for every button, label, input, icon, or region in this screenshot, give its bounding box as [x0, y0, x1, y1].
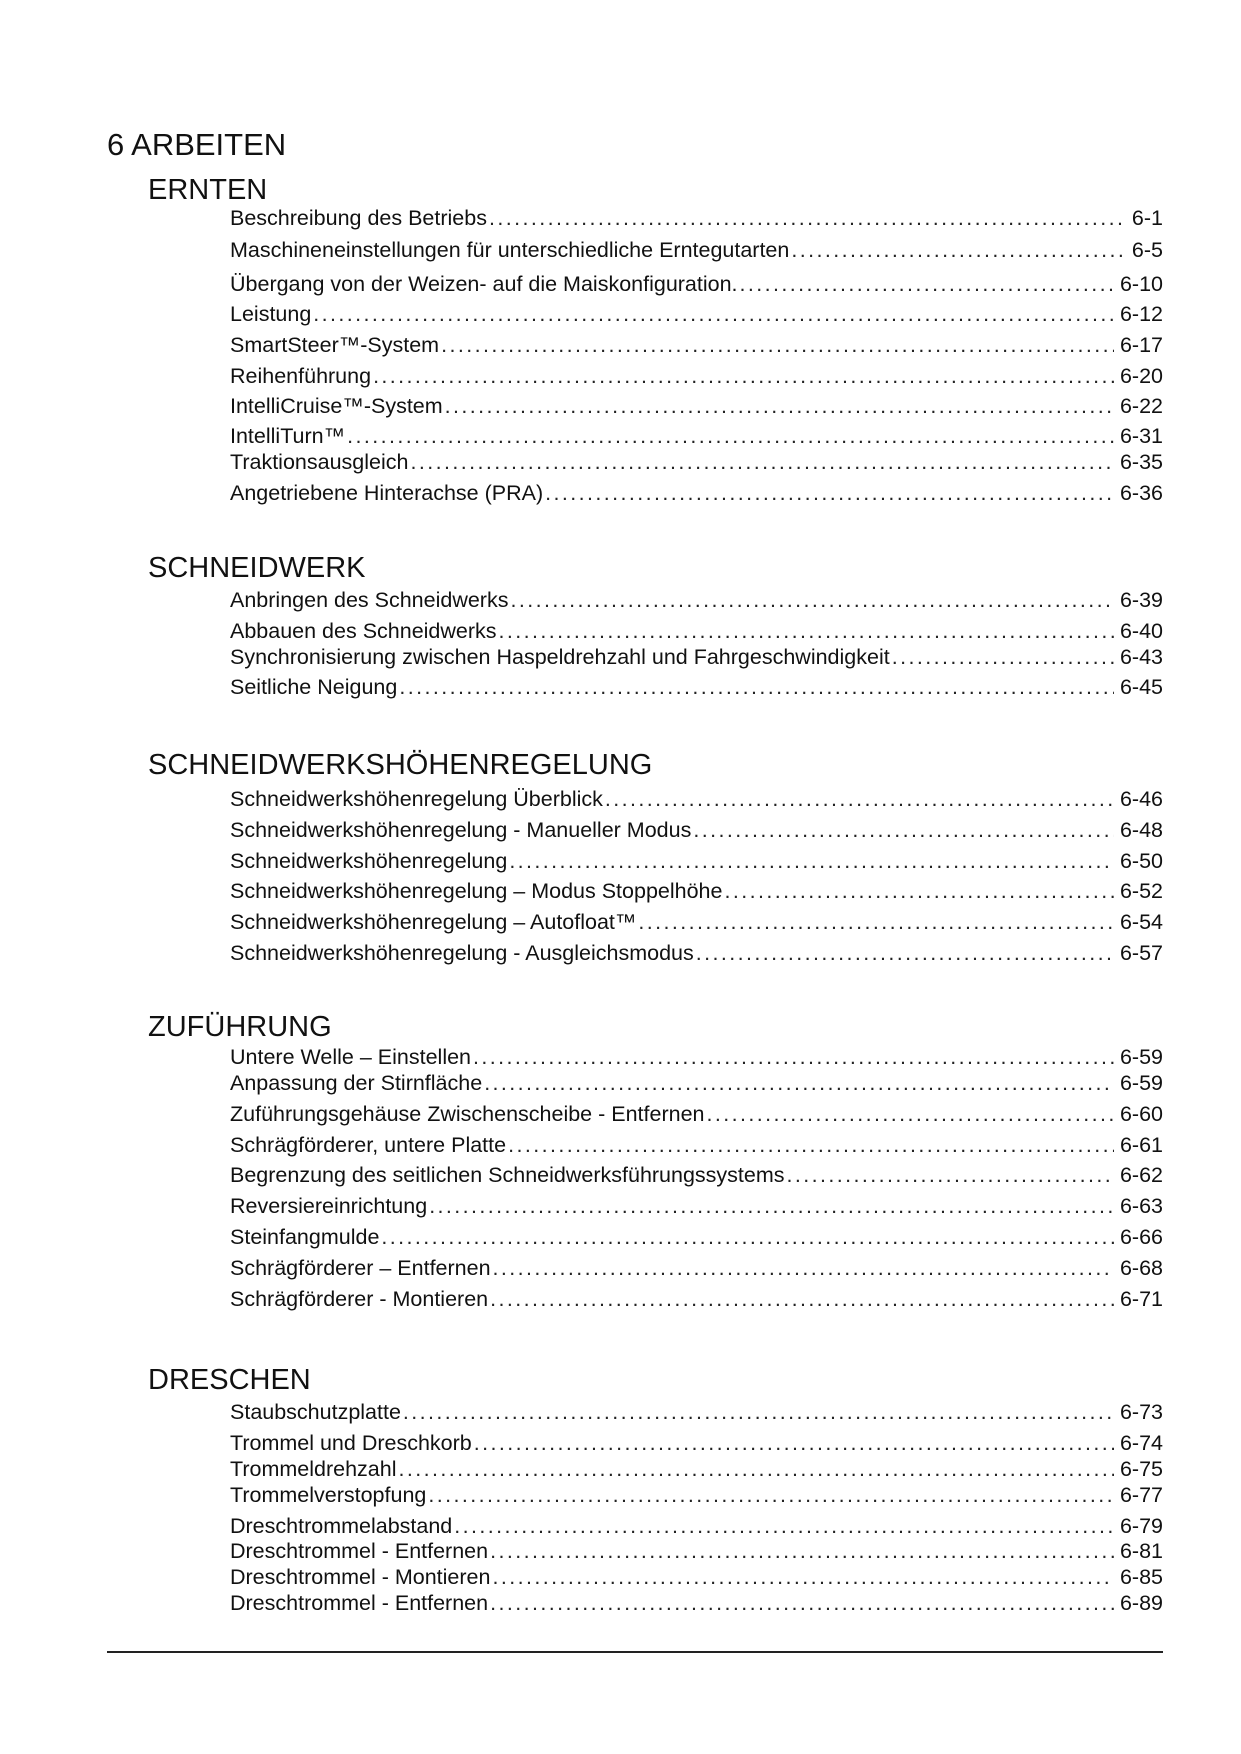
toc-entry[interactable]: [230, 1398, 1163, 1426]
toc-entry-page: 6-79: [1119, 1514, 1163, 1538]
toc-entry-page: 6-59: [1119, 1071, 1163, 1095]
toc-entry[interactable]: [230, 586, 1163, 614]
toc-entry-page: 6-12: [1119, 302, 1163, 326]
toc-entry-page: 6-74: [1119, 1431, 1163, 1455]
toc-entry-title: Abbauen des Schneidwerks: [230, 619, 497, 643]
toc-entry-title: Schneidwerkshöhenregelung: [230, 849, 508, 873]
dot-leader: [381, 1223, 1114, 1251]
toc-entry[interactable]: [230, 1563, 1163, 1591]
dot-leader: [510, 586, 1113, 614]
toc-entry-title: Reversiereinrichtung: [230, 1194, 428, 1218]
section-title: ZUFÜHRUNG: [148, 1011, 332, 1043]
toc-entry[interactable]: [230, 392, 1163, 420]
toc-entry-title: Schrägförderer - Montieren: [230, 1287, 489, 1311]
toc-entry[interactable]: [230, 479, 1163, 507]
toc-entry[interactable]: [230, 877, 1163, 905]
toc-entry-page: 6-57: [1119, 941, 1163, 965]
toc-entry-title: Leistung: [230, 302, 312, 326]
toc-entry-title: Seitliche Neigung: [230, 675, 398, 699]
toc-entry[interactable]: [230, 847, 1163, 875]
toc-entry-title: Steinfangmulde: [230, 1225, 380, 1249]
toc-entry-title: Traktionsausgleich: [230, 450, 409, 474]
toc-entry[interactable]: [230, 617, 1163, 645]
toc-entry[interactable]: [230, 785, 1163, 813]
dot-leader: [484, 1069, 1114, 1097]
toc-entry-page: 6-40: [1119, 619, 1163, 643]
toc-entry-title: Schneidwerkshöhenregelung Überblick: [230, 787, 603, 811]
toc-entry-page: 6-36: [1119, 481, 1163, 505]
dot-leader: [545, 479, 1114, 507]
toc-entry[interactable]: [230, 643, 1163, 671]
toc-entry-title: IntelliTurn™: [230, 424, 346, 448]
toc-entry-title: Schrägförderer, untere Platte: [230, 1133, 507, 1157]
toc-entry-page: 6-50: [1119, 849, 1163, 873]
toc-entry-page: 6-73: [1119, 1400, 1163, 1424]
toc-entry-title: Angetriebene Hinterachse (PRA): [230, 481, 544, 505]
toc-entry-title: Dreschtrommelabstand: [230, 1514, 453, 1538]
toc-entry[interactable]: [230, 1455, 1163, 1483]
toc-entry[interactable]: [230, 1131, 1163, 1159]
toc-entry[interactable]: [230, 1069, 1163, 1097]
dot-leader: [399, 673, 1114, 701]
toc-entry-title: Untere Welle – Einstellen: [230, 1045, 472, 1069]
dot-leader: [454, 1512, 1114, 1540]
toc-entry-page: 6-31: [1119, 424, 1163, 448]
toc-entry[interactable]: [230, 908, 1163, 936]
toc-entry[interactable]: [230, 362, 1163, 390]
dot-leader: [489, 204, 1126, 232]
footer-rule: [107, 1651, 1163, 1653]
toc-entry-title: Maschineneinstellungen für unterschiedliche Erntegutarten: [230, 238, 790, 262]
dot-leader: [693, 816, 1114, 844]
toc-entry-title: Schneidwerkshöhenregelung - Ausgleichsmodus: [230, 941, 694, 965]
dot-leader: [429, 1192, 1114, 1220]
dot-leader: [787, 1161, 1114, 1189]
toc-entry[interactable]: [230, 1223, 1163, 1251]
toc-entry[interactable]: [230, 1043, 1163, 1071]
toc-entry-title: Reihenführung: [230, 364, 372, 388]
dot-leader: [638, 908, 1114, 936]
toc-entry[interactable]: [230, 1100, 1163, 1128]
toc-entry-page: 6-71: [1119, 1287, 1163, 1311]
dot-leader: [706, 1100, 1113, 1128]
toc-entry-page: 6-45: [1119, 675, 1163, 699]
dot-leader: [605, 785, 1114, 813]
toc-entry[interactable]: [230, 270, 1163, 298]
dot-leader: [490, 1285, 1114, 1313]
dot-leader: [474, 1429, 1114, 1457]
toc-entry[interactable]: [230, 1285, 1163, 1313]
toc-entry-title: Übergang von der Weizen- auf die Maiskonfiguration.: [230, 272, 738, 296]
toc-entry-title: Trommelverstopfung: [230, 1483, 427, 1507]
dot-leader: [499, 617, 1114, 645]
toc-entry-title: Trommeldrehzahl: [230, 1457, 397, 1481]
dot-leader: [428, 1481, 1114, 1509]
toc-entry[interactable]: [230, 1254, 1163, 1282]
dot-leader: [473, 1043, 1114, 1071]
dot-leader: [490, 1589, 1114, 1617]
toc-entry[interactable]: [230, 1537, 1163, 1565]
toc-entry-page: 6-63: [1119, 1194, 1163, 1218]
toc-entry-page: 6-81: [1119, 1539, 1163, 1563]
toc-entry[interactable]: [230, 816, 1163, 844]
dot-leader: [892, 643, 1114, 671]
toc-entry-title: SmartSteer™-System: [230, 333, 440, 357]
dot-leader: [445, 392, 1114, 420]
toc-entry-page: 6-43: [1119, 645, 1163, 669]
toc-entry-page: 6-89: [1119, 1591, 1163, 1615]
chapter-title: 6 ARBEITEN: [107, 127, 287, 162]
toc-entry-page: 6-35: [1119, 450, 1163, 474]
dot-leader: [410, 448, 1113, 476]
dot-leader: [791, 236, 1126, 264]
toc-entry-page: 6-75: [1119, 1457, 1163, 1481]
toc-entry-title: Zuführungsgehäuse Zwischenscheibe - Entfernen: [230, 1102, 705, 1126]
toc-entry-page: 6-10: [1119, 272, 1163, 296]
toc-entry[interactable]: [230, 1481, 1163, 1509]
toc-entry-page: 6-85: [1119, 1565, 1163, 1589]
toc-entry-page: 6-1: [1131, 206, 1163, 230]
dot-leader: [509, 847, 1114, 875]
toc-entry[interactable]: [230, 673, 1163, 701]
toc-entry-page: 6-59: [1119, 1045, 1163, 1069]
toc-entry-page: 6-20: [1119, 364, 1163, 388]
toc-entry-page: 6-22: [1119, 394, 1163, 418]
toc-entry-title: Begrenzung des seitlichen Schneidwerksführungssystems: [230, 1163, 785, 1187]
toc-entry[interactable]: [230, 1512, 1163, 1540]
section-title: SCHNEIDWERKSHÖHENREGELUNG: [148, 749, 653, 781]
toc-entry[interactable]: [230, 939, 1163, 967]
toc-entry-page: 6-62: [1119, 1163, 1163, 1187]
toc-entry-page: 6-68: [1119, 1256, 1163, 1280]
toc-entry-page: 6-61: [1119, 1133, 1163, 1157]
section-title: SCHNEIDWERK: [148, 552, 366, 584]
dot-leader: [490, 1537, 1114, 1565]
toc-entry-title: Beschreibung des Betriebs: [230, 206, 487, 230]
toc-entry-page: 6-17: [1119, 333, 1163, 357]
toc-entry-page: 6-39: [1119, 588, 1163, 612]
dot-leader: [492, 1563, 1113, 1591]
toc-entry-page: 6-60: [1119, 1102, 1163, 1126]
dot-leader: [696, 939, 1114, 967]
dot-leader: [508, 1131, 1114, 1159]
toc-entry[interactable]: [230, 448, 1163, 476]
toc-entry-title: Schneidwerkshöhenregelung - Manueller Modus: [230, 818, 692, 842]
dot-leader: [313, 300, 1114, 328]
toc-entry-title: IntelliCruise™-System: [230, 394, 443, 418]
toc-entry-title: Anbringen des Schneidwerks: [230, 588, 509, 612]
dot-leader: [740, 270, 1114, 298]
toc-entry[interactable]: [230, 300, 1163, 328]
toc-entry-page: 6-46: [1119, 787, 1163, 811]
dot-leader: [724, 877, 1113, 905]
toc-entry-page: 6-77: [1119, 1483, 1163, 1507]
toc-entry[interactable]: [230, 1589, 1163, 1617]
dot-leader: [373, 362, 1114, 390]
toc-entry-title: Staubschutzplatte: [230, 1400, 401, 1424]
toc-entry-page: 6-52: [1119, 879, 1163, 903]
toc-entry-title: Dreschtrommel - Montieren: [230, 1565, 491, 1589]
toc-entry[interactable]: [230, 422, 1163, 450]
dot-leader: [403, 1398, 1114, 1426]
toc-entry-title: Synchronisierung zwischen Haspeldrehzahl und Fahrgeschwindigkeit: [230, 645, 890, 669]
toc-entry[interactable]: [230, 1429, 1163, 1457]
dot-leader: [347, 422, 1114, 450]
toc-entry-title: Dreschtrommel - Entfernen: [230, 1591, 489, 1615]
toc-entry-page: 6-48: [1119, 818, 1163, 842]
toc-entry-title: Schneidwerkshöhenregelung – Modus Stoppelhöhe: [230, 879, 723, 903]
toc-entry-page: 6-66: [1119, 1225, 1163, 1249]
dot-leader: [493, 1254, 1114, 1282]
section-title: DRESCHEN: [148, 1364, 311, 1396]
toc-entry-title: Schrägförderer – Entfernen: [230, 1256, 491, 1280]
dot-leader: [398, 1455, 1113, 1483]
toc-entry-page: 6-5: [1131, 238, 1163, 262]
toc-entry[interactable]: [230, 204, 1163, 232]
toc-entry-page: 6-54: [1119, 910, 1163, 934]
toc-entry[interactable]: [230, 1192, 1163, 1220]
toc-entry-title: Schneidwerkshöhenregelung – Autofloat™: [230, 910, 637, 934]
toc-entry-title: Anpassung der Stirnfläche: [230, 1071, 483, 1095]
toc-entry[interactable]: [230, 1161, 1163, 1189]
section-title: ERNTEN: [148, 174, 268, 206]
toc-entry-title: Trommel und Dreschkorb: [230, 1431, 472, 1455]
toc-entry[interactable]: [230, 331, 1163, 359]
toc-entry-title: Dreschtrommel - Entfernen: [230, 1539, 489, 1563]
dot-leader: [441, 331, 1114, 359]
toc-entry[interactable]: [230, 236, 1163, 264]
